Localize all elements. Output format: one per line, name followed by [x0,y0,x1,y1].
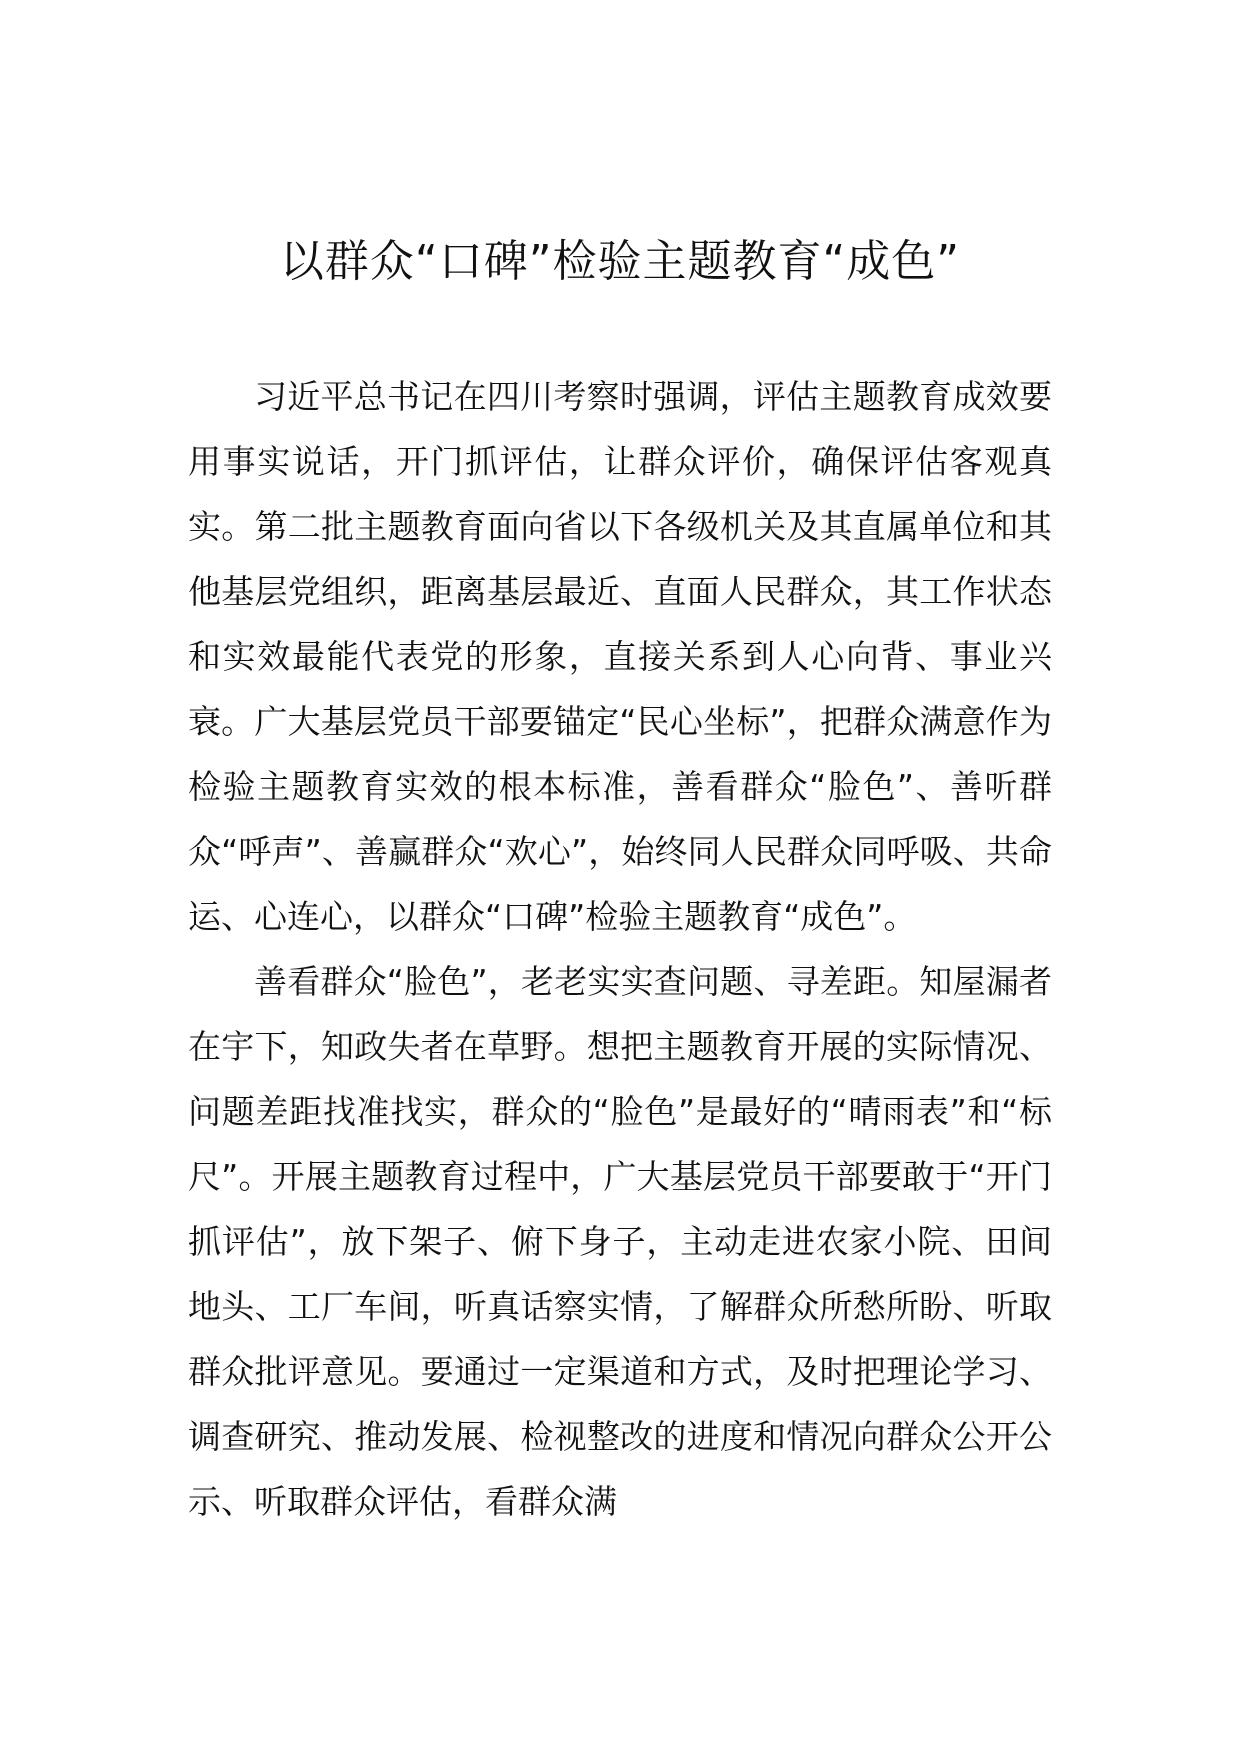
document-body [188,364,1052,1534]
paragraph-2 [188,949,1052,1534]
paragraph-1 [188,364,1052,949]
paragraph-2-lead: 善看群众“脸色”， [254,962,521,1001]
paragraph-1-text: 习近平总书记在四川考察时强调，评估主题教育成效要用事实说话，开门抓评估，让群众评价，确保评估客观真实。第二批主题教育面向省以下各级机关及其直属单位和其他基层党组织，距离基层最近、直面人民群众，其工作状态和实效最能代表党的形象，直接关系到人心向背、事业兴衰。广大基层党员干部要锚定“民心坐标”，把群众满意作为检验主题教育实效的根本标准，善看群众“脸色”、善听群众“呼声”、善赢群众“欢心”，始终同人民群众同呼吸、共命运、心连心，以群众“口碑”检验主题教育“成色”。 [188,377,1052,936]
paragraph-2-text: 老老实实查问题、寻差距。知屋漏者在宇下，知政失者在草野。想把主题教育开展的实际情况、问题差距找准找实，群众的“脸色”是最好的“晴雨表”和“标尺”。开展主题教育过程中，广大基层党员干部要敢于“开门抓评估”，放下架子、俯下身子，主动走进农家小院、田间地头、工厂车间，听真话察实情，了解群众所愁所盼、听取群众批评意见。要通过一定渠道和方式，及时把理论学习、调查研究、推动发展、检视整改的进度和情况向群众公开公示、听取群众评估，看群众满 [188,962,1052,1521]
document-title: 以群众“口碑”检验主题教育“成色” [279,236,961,287]
